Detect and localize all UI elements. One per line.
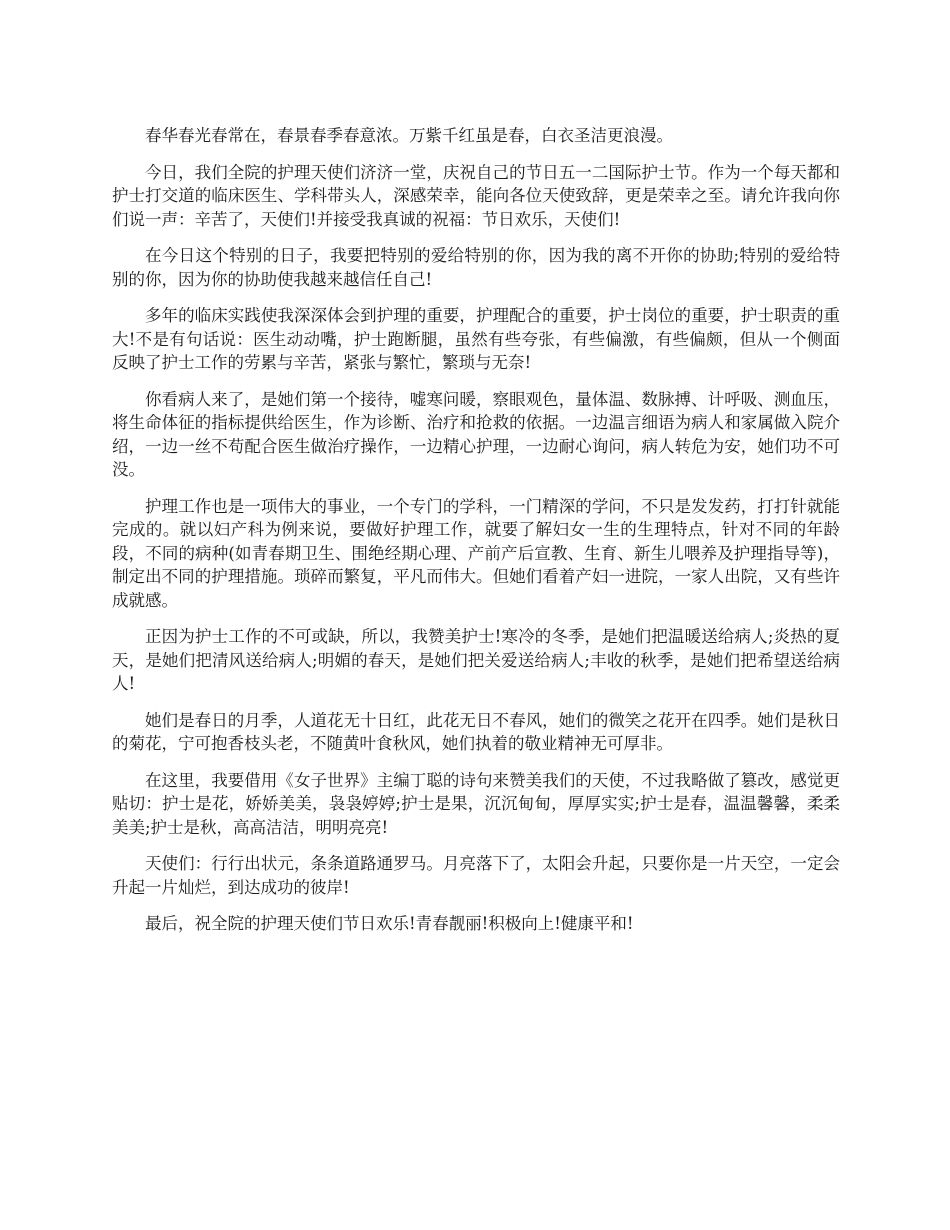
paragraph-8: 她们是春日的月季，人道花无十日红，此花无日不春风，她们的微笑之花开在四季。她们是秋日的菊花，宁可抱香枝头老，不随黄叶食秋风，她们执着的敬业精神无可厚非。 bbox=[112, 710, 840, 753]
paragraph-3: 在今日这个特别的日子，我要把特别的爱给特别的你，因为我的离不开你的协助;特别的爱给特别的你，因为你的协助使我越来越信任自己! bbox=[112, 246, 840, 289]
paragraph-11: 最后，祝全院的护理天使们节日欢乐!青春靓丽!积极向上!健康平和! bbox=[145, 914, 634, 933]
paragraph-2: 今日，我们全院的护理天使们济济一堂，庆祝自己的节日五一二国际护士节。作为一个每天都和护士打交道的临床医生、学科带头人，深感荣幸，能向各位天使致辞，更是荣幸之至。请允许我向你们说一声：辛苦了，天使们!并接受我真诚的祝福：节日欢乐，天使们! bbox=[112, 162, 840, 229]
paragraph-9: 在这里，我要借用《女子世界》主编丁聪的诗句来赞美我们的天使，不过我略做了篡改，感觉更贴切：护士是花，娇娇美美，袅袅婷婷;护士是果，沉沉甸甸，厚厚实实;护士是春，温温馨馨，柔柔美美;护士是秋，高高洁洁，明明亮亮! bbox=[112, 770, 840, 837]
paragraph-6: 护理工作也是一项伟大的事业，一个专门的学科，一门精深的学问，不只是发发药，打打针就能完成的。就以妇产科为例来说，要做好护理工作，就要了解妇女一生的生理特点，针对不同的年龄段，不同的病种(如青春期卫生、围绝经期心理、产前产后宣教、生育、新生儿喂养及护理指导等)，制定出不同的护理措施。琐碎而繁复，平凡而伟大。但她们看着产妇一进院，一家人出院，又有些许成就感。 bbox=[112, 496, 840, 610]
paragraph-10: 天使们：行行出状元，条条道路通罗马。月亮落下了，太阳会升起，只要你是一片天空，一定会升起一片灿烂，到达成功的彼岸! bbox=[112, 854, 840, 897]
paragraph-5: 你看病人来了，是她们第一个接待，嘘寒问暖，察眼观色，量体温、数脉搏、计呼吸、测血压，将生命体征的指标提供给医生，作为诊断、治疗和抢救的依据。一边温言细语为病人和家属做入院介绍，一边一丝不苟配合医生做治疗操作，一边精心护理，一边耐心询问，病人转危为安，她们功不可没。 bbox=[112, 389, 840, 479]
paragraph-4: 多年的临床实践使我深深体会到护理的重要，护理配合的重要，护士岗位的重要，护士职责的重大!不是有句话说：医生动动嘴，护士跑断腿，虽然有些夸张，有些偏激，有些偏颇，但从一个侧面反映了护士工作的劳累与辛苦，紧张与繁忙，繁琐与无奈! bbox=[112, 306, 840, 372]
paragraph-1: 春华春光春常在，春景春季春意浓。万紫千红虽是春，白衣圣洁更浪漫。 bbox=[145, 126, 673, 145]
document-body bbox=[112, 124, 840, 949]
paragraph-7: 正因为护士工作的不可或缺，所以，我赞美护士!寒冷的冬季，是她们把温暖送给病人;炎热的夏天，是她们把清风送给病人;明媚的春天，是她们把关爱送给病人;丰收的秋季，是她们把希望送给病人! bbox=[112, 627, 840, 693]
